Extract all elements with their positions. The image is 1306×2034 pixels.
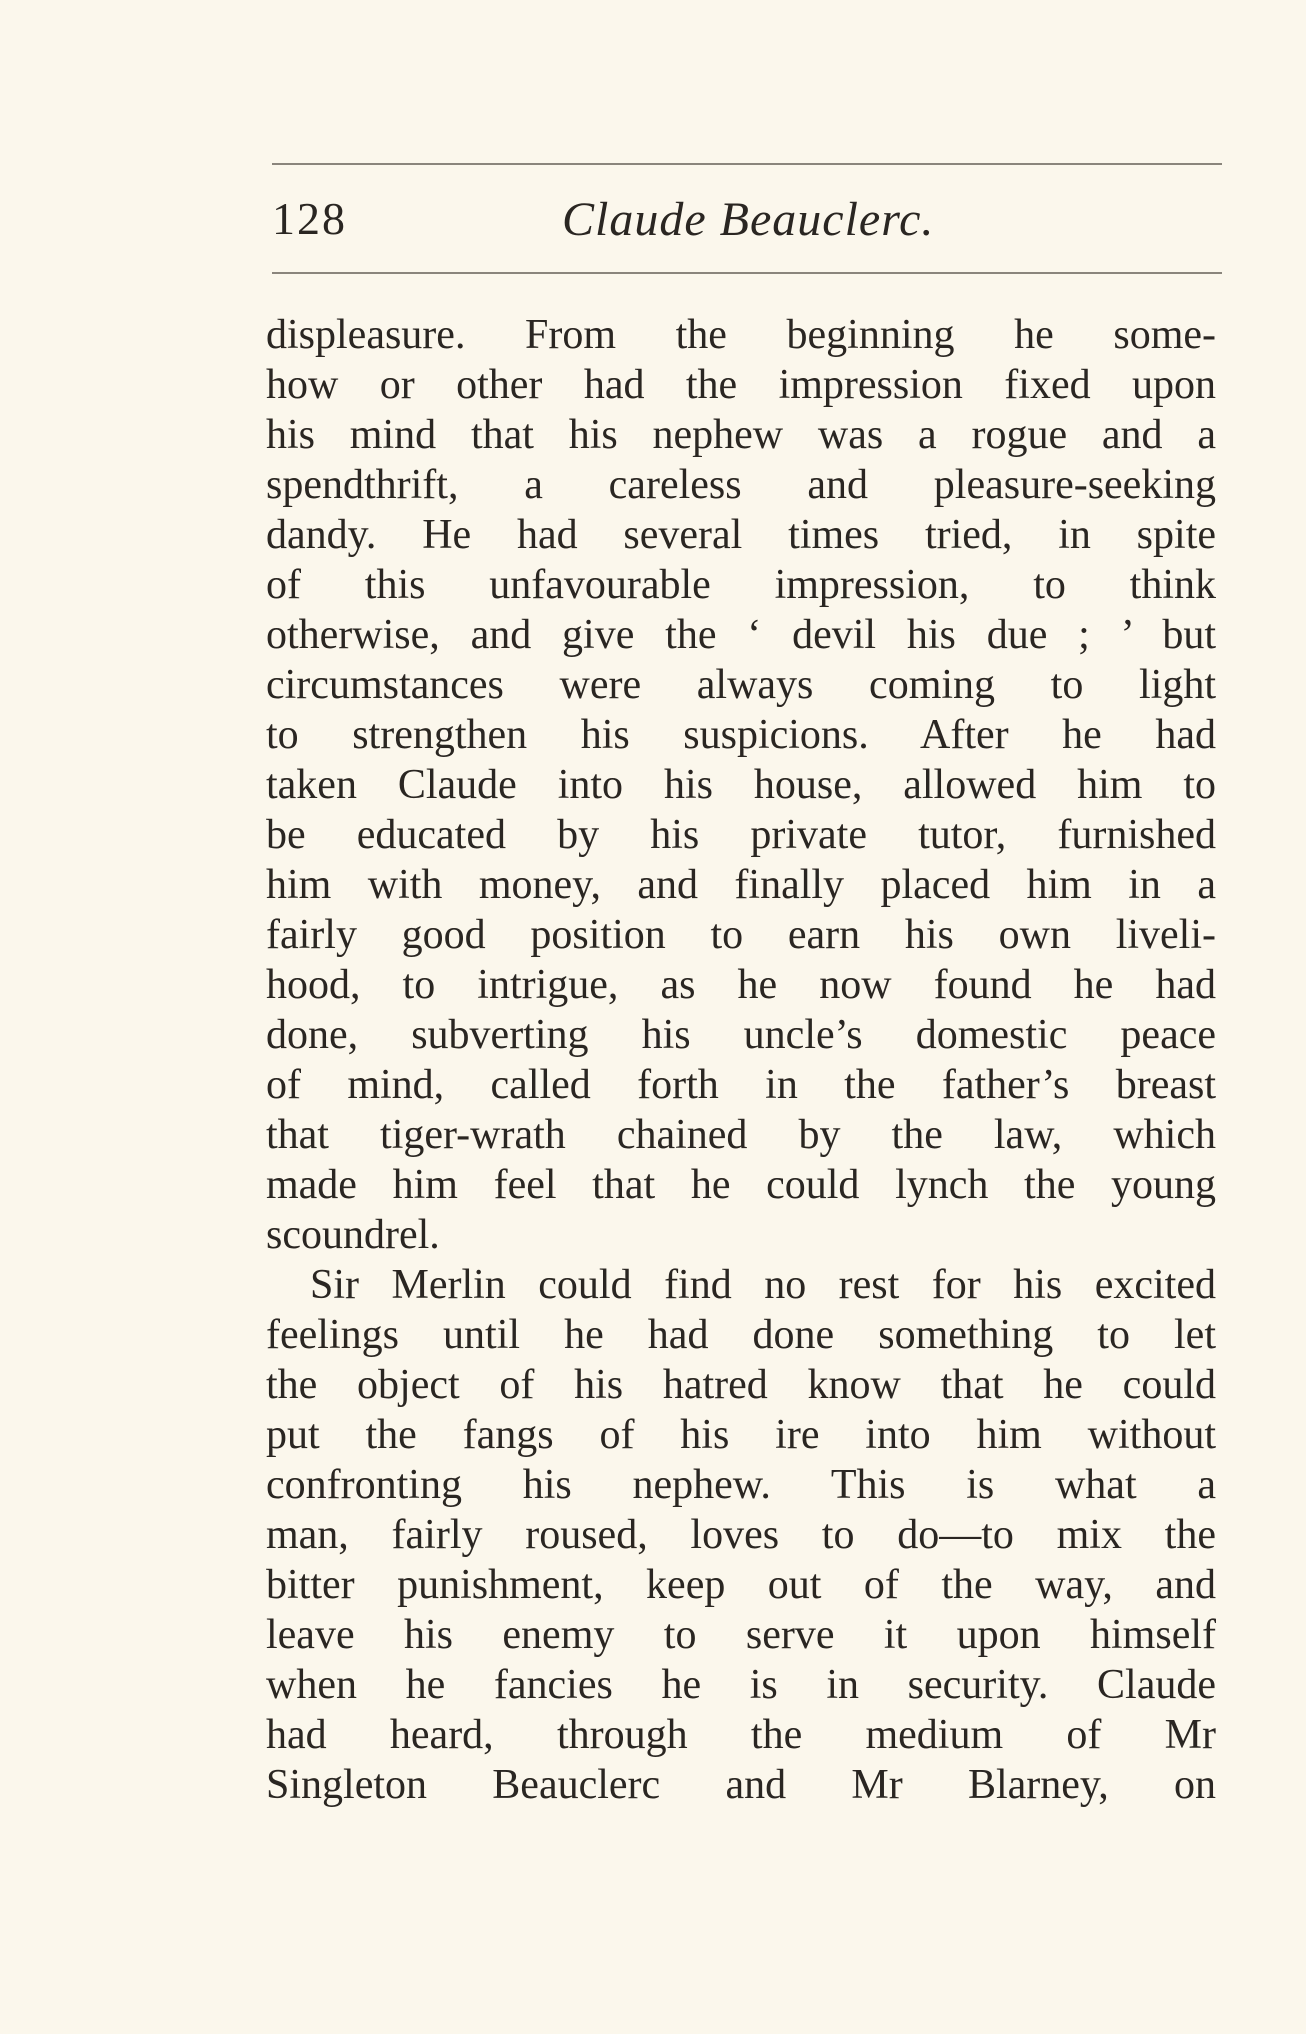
text-line: the object of his hatred know that he could bbox=[266, 1362, 1216, 1408]
text-line: his mind that his nephew was a rogue and a bbox=[266, 412, 1216, 458]
header-bottom-rule bbox=[272, 272, 1222, 274]
text-line: when he fancies he is in security. Claude bbox=[266, 1662, 1216, 1708]
text-line: that tiger-wrath chained by the law, which bbox=[266, 1112, 1216, 1158]
running-title: Claude Beauclerc. bbox=[562, 193, 935, 246]
text-line: displeasure. From the beginning he some- bbox=[266, 312, 1216, 358]
text-line: done, subverting his uncle’s domestic peace bbox=[266, 1012, 1216, 1058]
text-line: to strengthen his suspicions. After he had bbox=[266, 712, 1216, 758]
text-line: fairly good position to earn his own liveli- bbox=[266, 912, 1216, 958]
text-line: how or other had the impression fixed upon bbox=[266, 362, 1216, 408]
text-line: hood, to intrigue, as he now found he had bbox=[266, 962, 1216, 1008]
text-line: made him feel that he could lynch the young bbox=[266, 1162, 1216, 1208]
text-line: taken Claude into his house, allowed him to bbox=[266, 762, 1216, 808]
text-line: circumstances were always coming to light bbox=[266, 662, 1216, 708]
text-line: spendthrift, a careless and pleasure-seeking bbox=[266, 462, 1216, 508]
paragraph-start-line: Sir Merlin could find no rest for his excited bbox=[310, 1262, 1216, 1308]
body-text bbox=[266, 310, 1216, 1810]
text-line: had heard, through the medium of Mr bbox=[266, 1712, 1216, 1758]
text-line: feelings until he had done something to let bbox=[266, 1312, 1216, 1358]
page-number: 128 bbox=[272, 193, 347, 244]
text-line: leave his enemy to serve it upon himself bbox=[266, 1612, 1216, 1658]
text-line: otherwise, and give the ‘ devil his due ; ’ but bbox=[266, 612, 1216, 658]
text-line: man, fairly roused, loves to do—to mix the bbox=[266, 1512, 1216, 1558]
text-line: be educated by his private tutor, furnished bbox=[266, 812, 1216, 858]
text-line: him with money, and finally placed him in a bbox=[266, 862, 1216, 908]
text-line: dandy. He had several times tried, in spite bbox=[266, 512, 1216, 558]
running-header bbox=[272, 192, 1222, 252]
text-line: put the fangs of his ire into him without bbox=[266, 1412, 1216, 1458]
text-line: Singleton Beauclerc and Mr Blarney, on bbox=[266, 1762, 1216, 1808]
text-line: of this unfavourable impression, to think bbox=[266, 562, 1216, 608]
header-top-rule bbox=[272, 163, 1222, 165]
paragraph-end-line: scoundrel. bbox=[266, 1212, 440, 1258]
text-line: bitter punishment, keep out of the way, and bbox=[266, 1562, 1216, 1608]
text-line: of mind, called forth in the father’s breast bbox=[266, 1062, 1216, 1108]
text-line: confronting his nephew. This is what a bbox=[266, 1462, 1216, 1508]
